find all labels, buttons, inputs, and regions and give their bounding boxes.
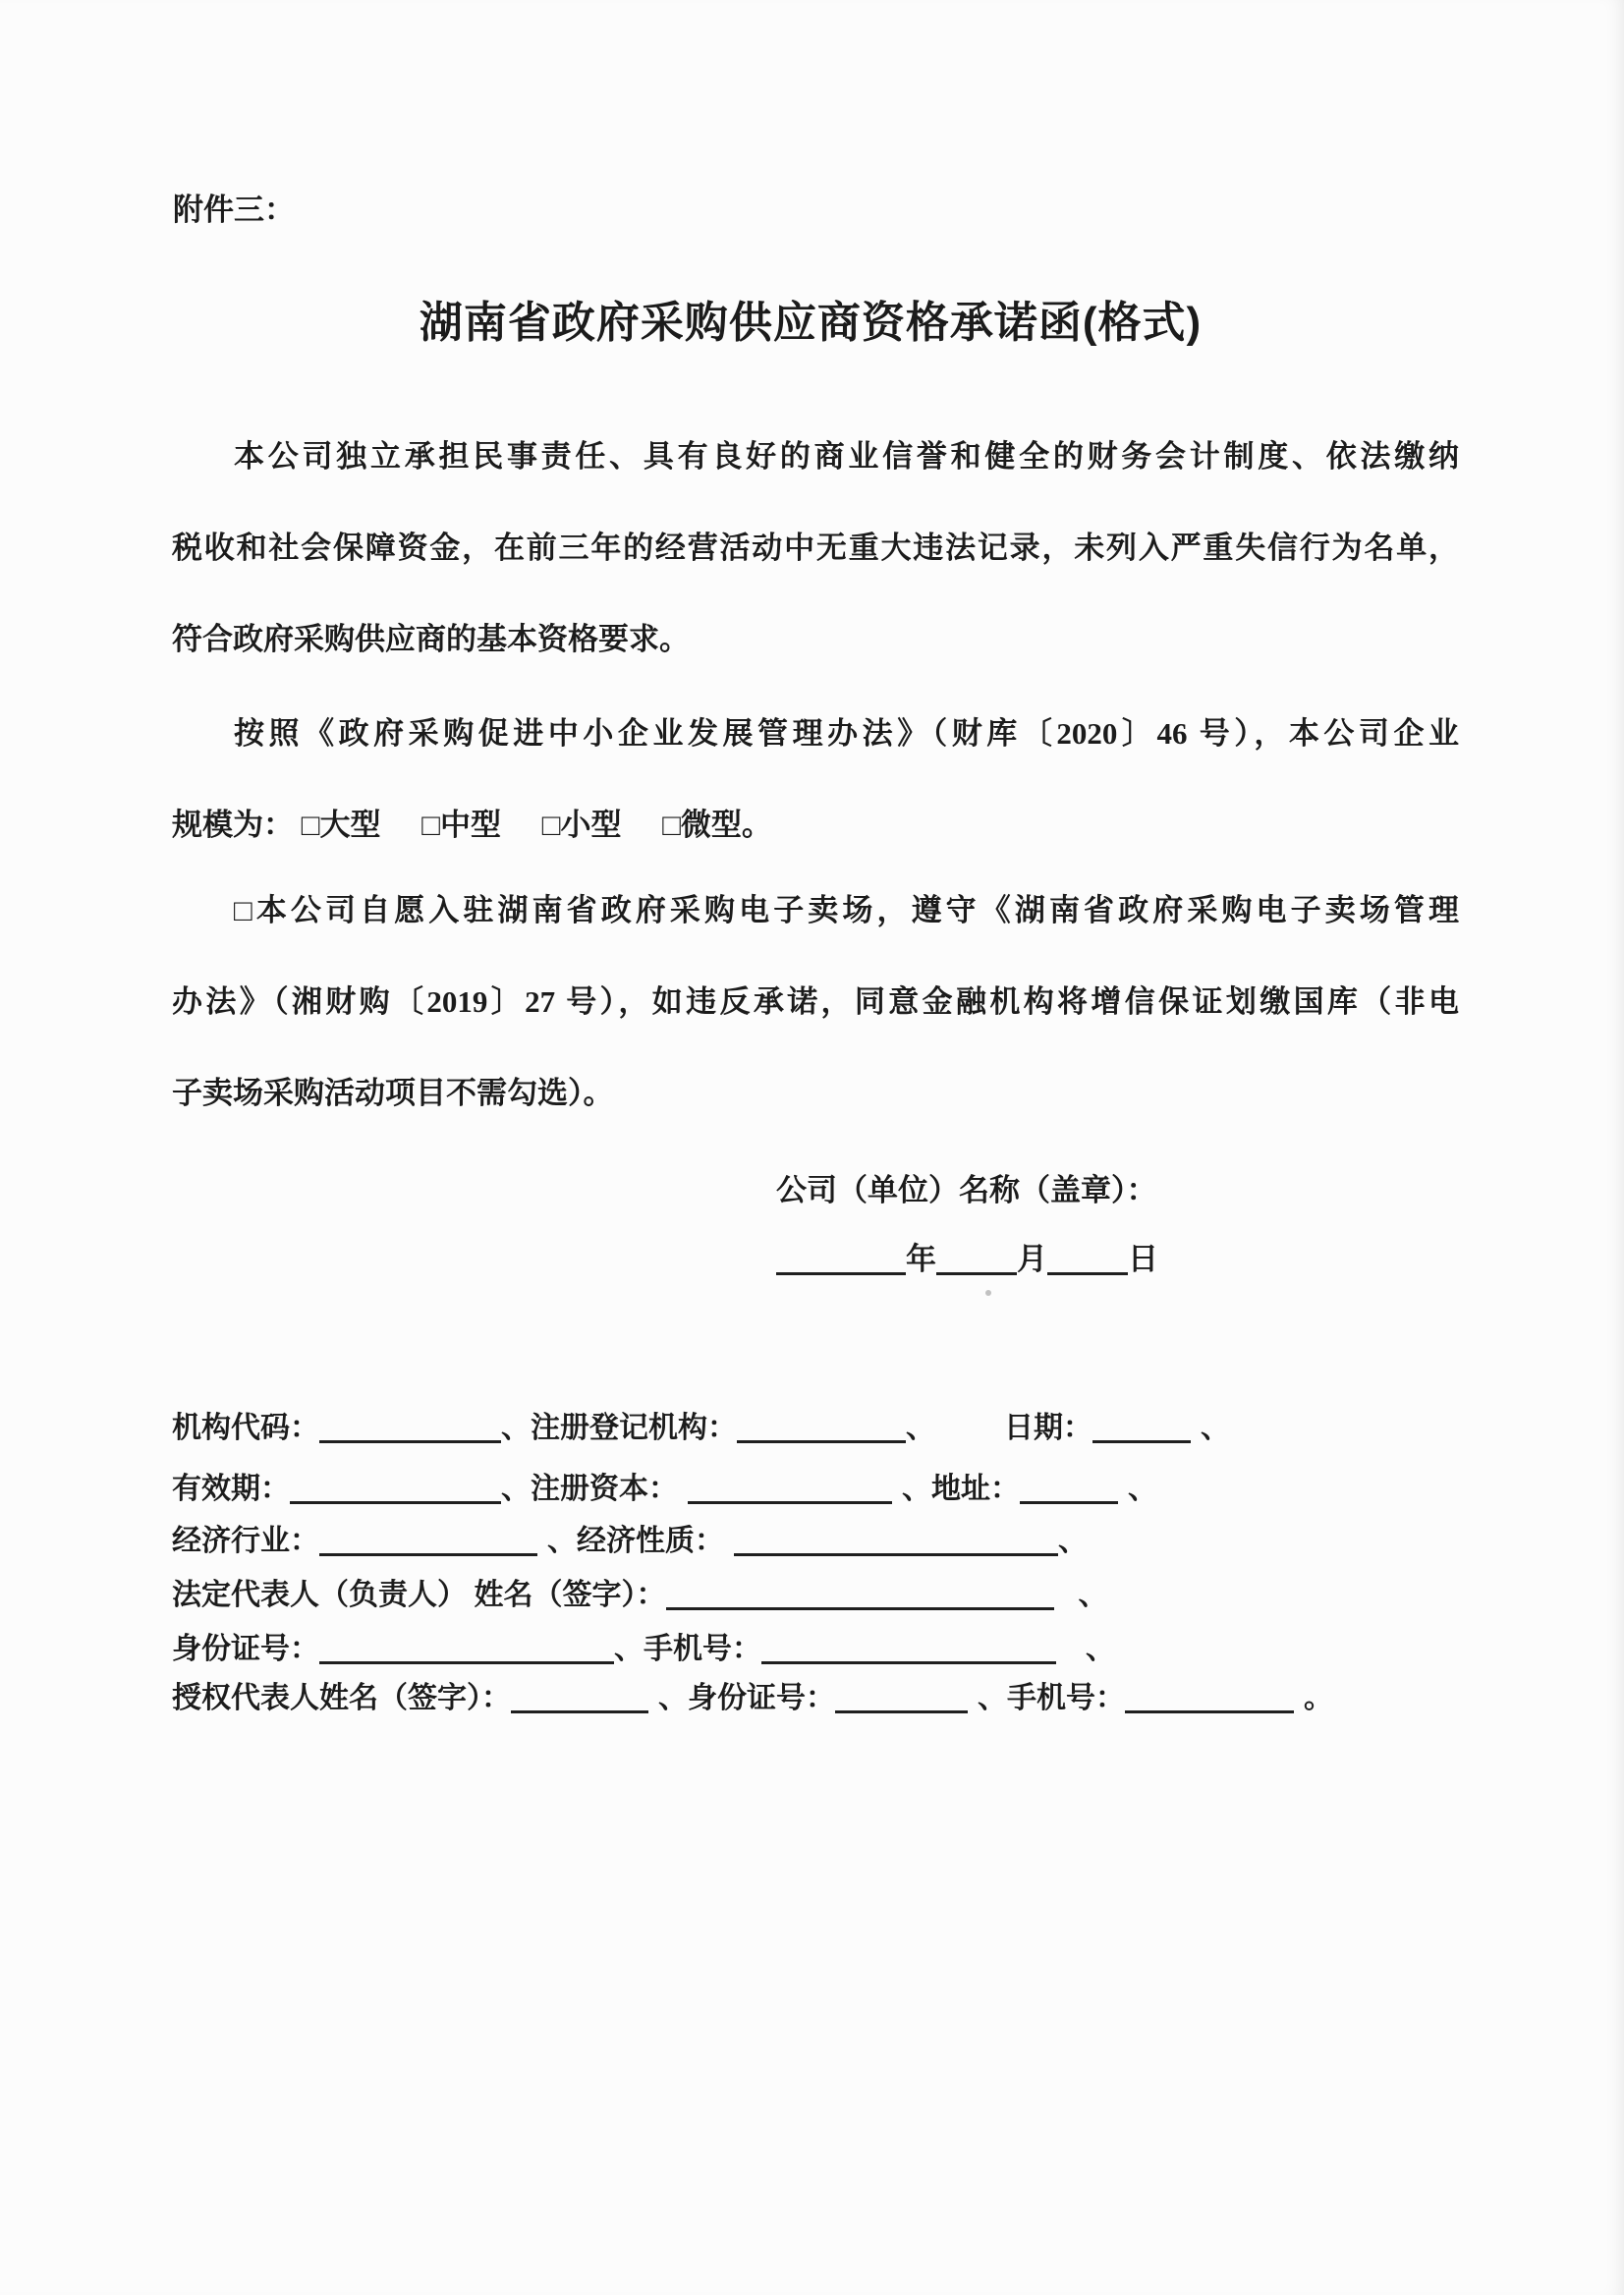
address-label: 、地址： <box>902 1473 1020 1505</box>
paragraph-line: 税收和社会保障资金，在前三年的经营活动中无重大违法记录，未列入严重失信行为名单， <box>172 531 1459 565</box>
checkbox-option-small: □小型 <box>541 808 622 842</box>
separator: 、 <box>1058 1525 1088 1557</box>
scale-options-row <box>172 779 1459 870</box>
mobile-label: 、手机号： <box>978 1682 1125 1714</box>
form-line-authorized-representative <box>172 1673 1333 1716</box>
blank-field <box>835 1685 968 1713</box>
blank-field <box>1020 1476 1118 1504</box>
id-number-label: 身份证号： <box>172 1633 319 1665</box>
registry-label: 、注册登记机构： <box>501 1412 737 1444</box>
blank-field <box>290 1476 501 1504</box>
paragraph-line: 子卖场采购活动项目不需勾选）。 <box>172 1076 614 1110</box>
year-label: 年 <box>906 1242 936 1276</box>
blank-field <box>688 1476 892 1504</box>
blank-field <box>319 1528 537 1556</box>
checkbox-option-large: □大型 <box>301 808 381 842</box>
separator: 、 <box>1201 1412 1230 1444</box>
form-line-legal-representative <box>172 1570 1108 1613</box>
blank-field-year <box>776 1247 906 1275</box>
separator: 、 <box>906 1412 935 1444</box>
registered-capital-label: 、注册资本： <box>501 1473 678 1505</box>
attachment-label: 附件三： <box>173 193 295 227</box>
paragraph-enterprise-scale <box>172 688 1459 870</box>
paragraph-line: 符合政府采购供应商的基本资格要求。 <box>172 622 690 656</box>
month-label: 月 <box>1017 1242 1047 1276</box>
date-label: 日期： <box>1004 1412 1092 1444</box>
date-line <box>776 1234 1158 1278</box>
paragraph-line: 按照《政府采购促进中小企业发展管理办法》（财库〔2020〕46 号），本公司企业 <box>234 716 1459 751</box>
form-line-id-phone <box>172 1624 1115 1667</box>
title-row <box>59 287 1562 350</box>
paragraph-line: 办法》（湘财购〔2019〕27 号），如违反承诺，同意金融机构将增信保证划缴国库（非电 <box>172 984 1459 1019</box>
blank-field-day <box>1047 1247 1128 1275</box>
form-line-validity <box>172 1464 1157 1507</box>
blank-field <box>319 1415 501 1443</box>
scan-speck <box>985 1290 991 1296</box>
blank-field <box>666 1582 1054 1610</box>
paragraph-line: 本公司独立承担民事责任、具有良好的商业信誉和健全的财务会计制度、依法缴纳 <box>234 439 1459 474</box>
checkbox-option-micro: □微型。 <box>662 808 772 842</box>
form-line-industry <box>172 1516 1088 1559</box>
blank-field <box>511 1685 648 1713</box>
validity-label: 有效期： <box>172 1473 290 1505</box>
blank-field <box>319 1636 614 1664</box>
blank-field-month <box>936 1247 1017 1275</box>
form-line-org-code <box>172 1403 1230 1446</box>
mobile-label: 、手机号： <box>614 1633 761 1665</box>
separator: 、 <box>1086 1633 1115 1665</box>
page-title: 湖南省政府采购供应商资格承诺函(格式) <box>419 299 1203 347</box>
separator: 、 <box>1128 1473 1157 1505</box>
paragraph-qualification <box>172 411 1459 685</box>
authorized-rep-label: 授权代表人姓名（签字）： <box>172 1682 511 1714</box>
blank-field <box>1125 1685 1294 1713</box>
blank-field <box>1092 1415 1191 1443</box>
scale-prefix-label: 规模为： <box>172 808 294 842</box>
economic-nature-label: 、经济性质： <box>547 1525 724 1557</box>
separator: 、 <box>1078 1579 1108 1611</box>
blank-field <box>761 1636 1056 1664</box>
legal-rep-label: 法定代表人（负责人） 姓名（签字）： <box>172 1579 666 1611</box>
org-code-label: 机构代码： <box>172 1412 319 1444</box>
blank-field <box>737 1415 906 1443</box>
blank-field <box>734 1528 1058 1556</box>
industry-label: 经济行业： <box>172 1525 319 1557</box>
day-label: 日 <box>1128 1242 1158 1276</box>
paragraph-line: □本公司自愿入驻湖南省政府采购电子卖场，遵守《湖南省政府采购电子卖场管理 <box>234 893 1459 927</box>
company-seal-label: 公司（单位）名称（盖章）： <box>776 1173 1157 1207</box>
id-number-label: 、身份证号： <box>658 1682 835 1714</box>
period-mark: 。 <box>1304 1682 1333 1714</box>
checkbox-option-medium: □中型 <box>421 808 501 842</box>
paragraph-emall-commitment <box>172 865 1459 1139</box>
